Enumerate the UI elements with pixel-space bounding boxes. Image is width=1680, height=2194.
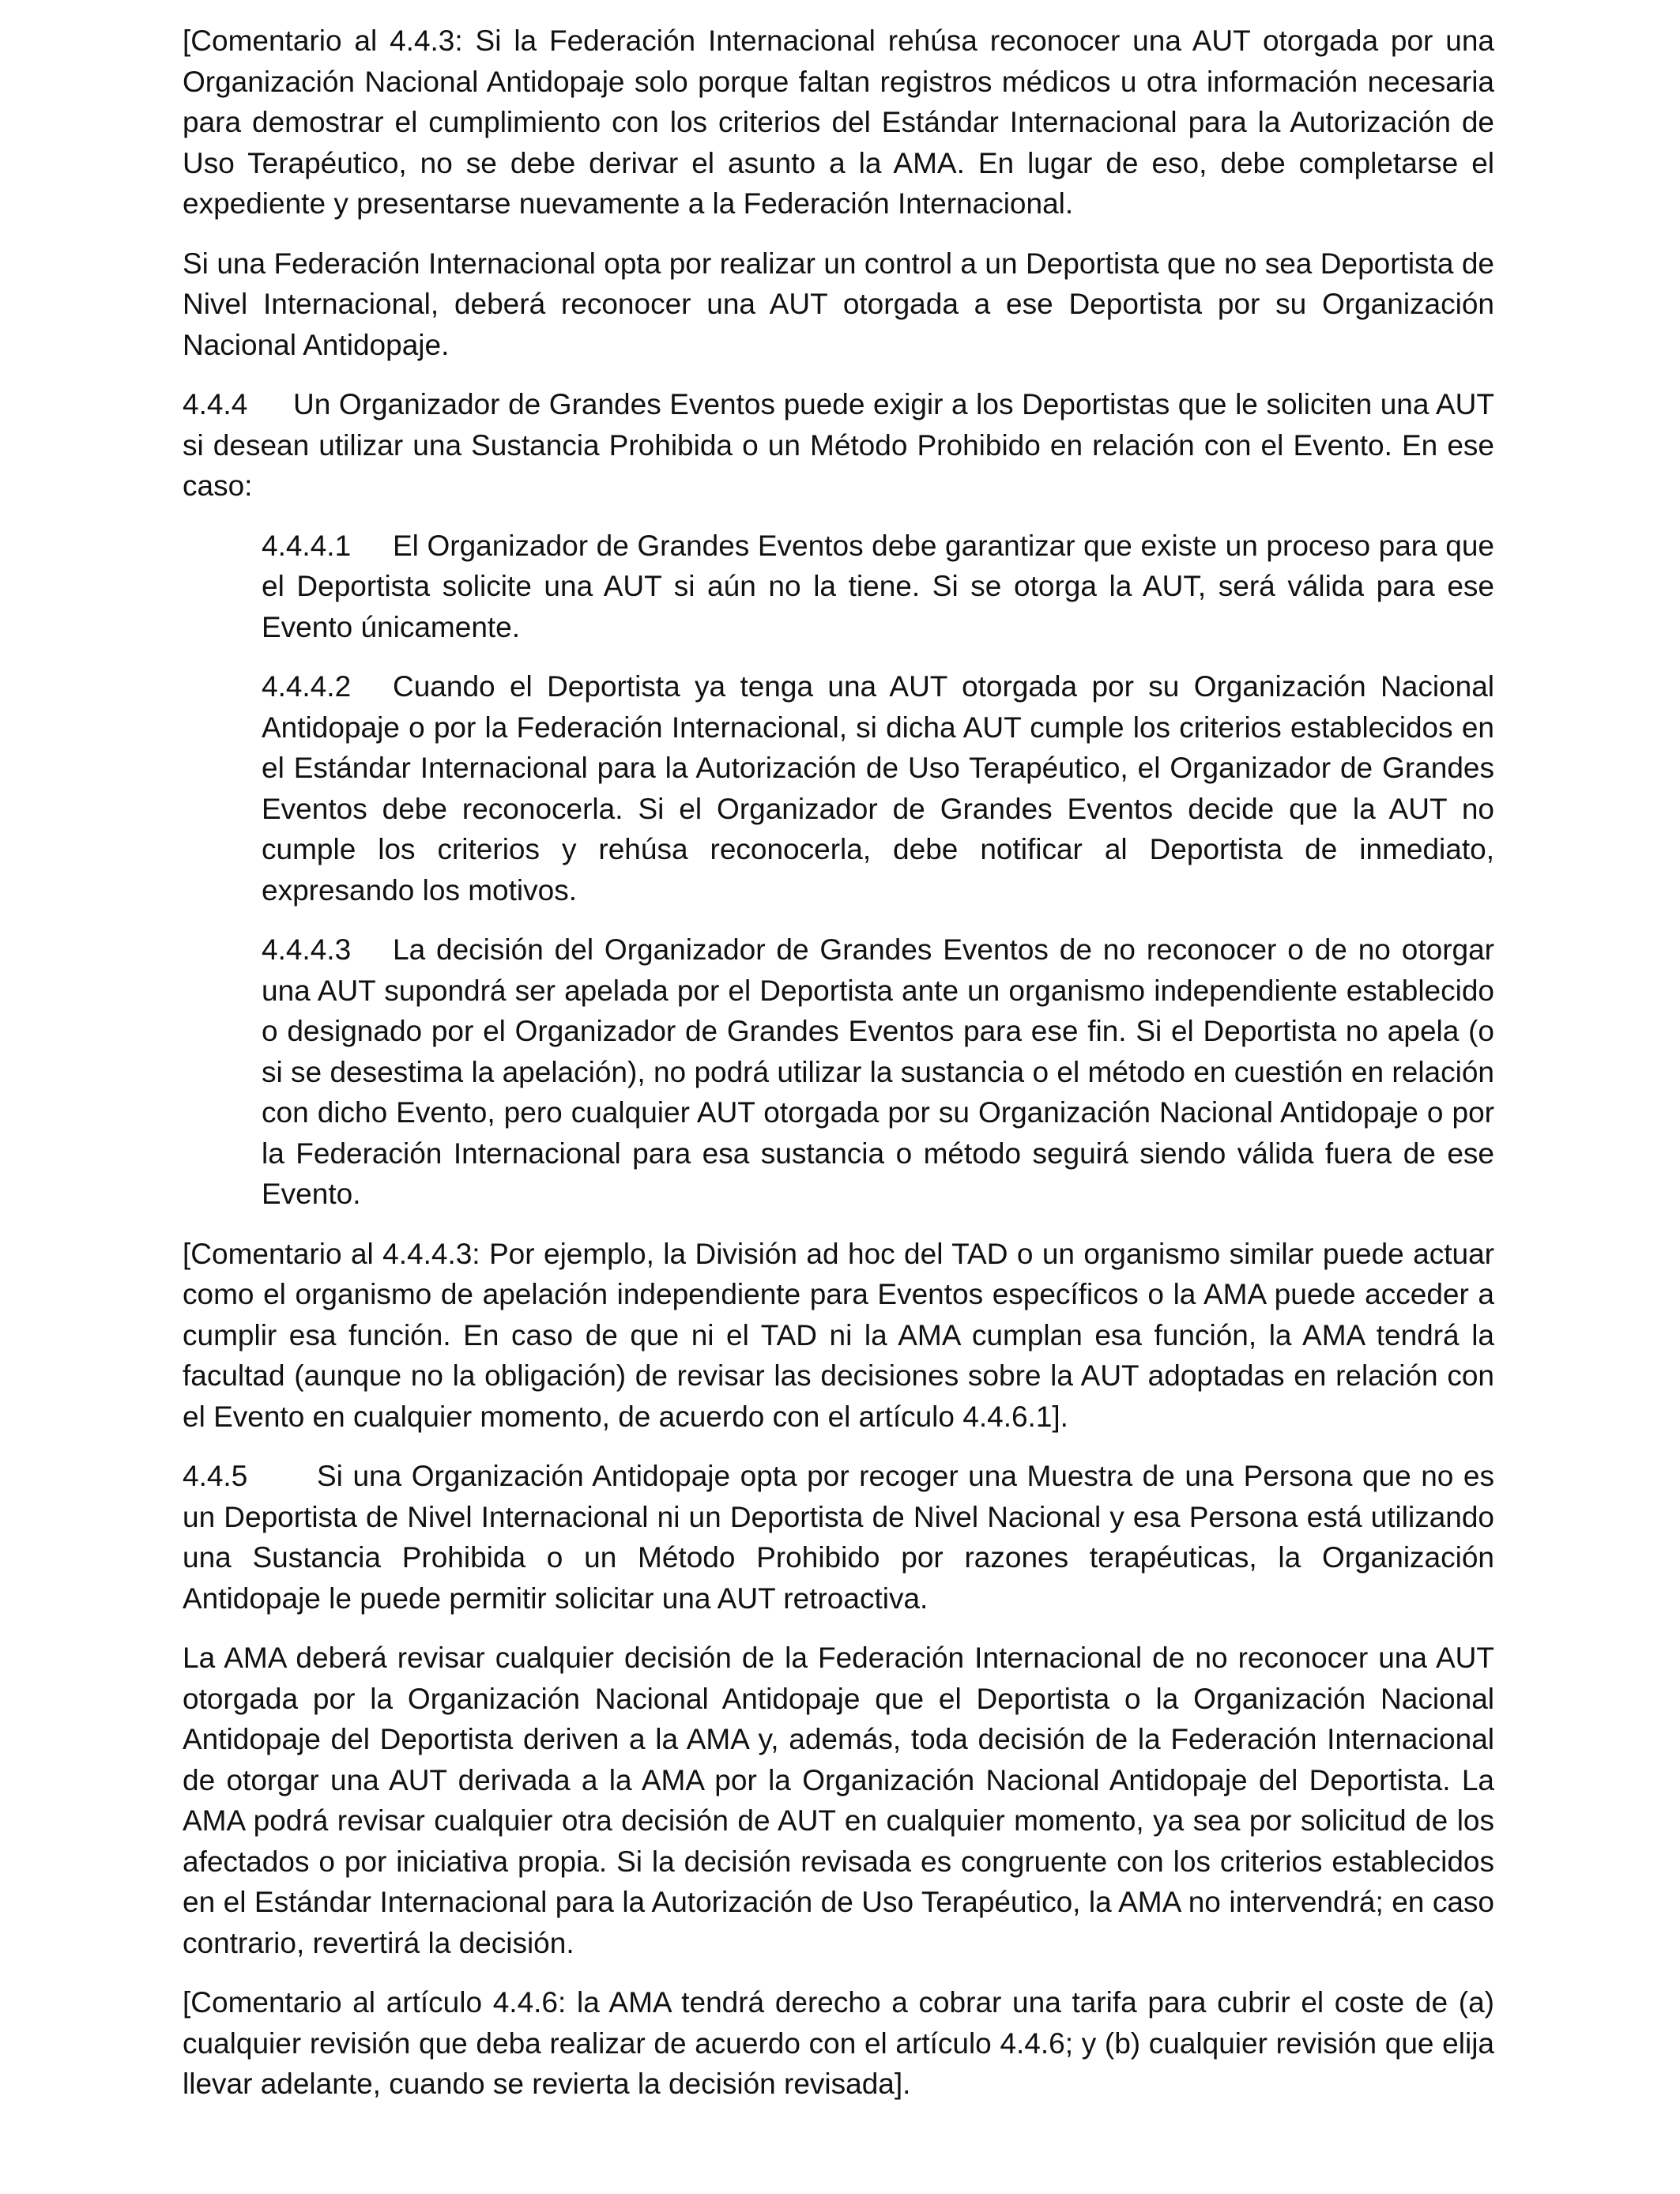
comment-4-4-4-3 bbox=[183, 1234, 1494, 1438]
paragraph-text: El Organizador de Grandes Eventos debe garantizar que existe un proceso para que el Deportista solicite una AUT si aún no la tiene. Si se otorga la AUT, será válida para ese Evento únicamente. bbox=[262, 529, 1494, 643]
paragraph-text: La AMA deberá revisar cualquier decisión de la Federación Internacional de no reconocer una AUT otorgada por la Organización Nacional Antidopaje que el Deportista o la Organización Nacional Antidopaje del Deportista deriven a la AMA y, además, toda decisión de la Federación Internacional de otorgar una AUT derivada a la AMA por la Organización Nacional Antidopaje del Deportista. La AMA podrá revisar cualquier otra decisión de AUT en cualquier momento, ya sea por solicitud de los afectados o por iniciativa propia. Si la decisión revisada es congruente con los criterios establecidos en el Estándar Internacional para la Autorización de Uso Terapéutico, la AMA no intervendrá; en caso contrario, revertirá la decisión. bbox=[183, 1642, 1494, 1959]
paragraph-text: [Comentario al 4.4.3: Si la Federación Internacional rehúsa reconocer una AUT otorgada por una Organización Nacional Antidopaje solo porque faltan registros médicos u otra información necesaria para demostrar el cumplimiento con los criterios del Estándar Internacional para la Autorización de Uso Terapéutico, no se debe derivar el asunto a la AMA. En lugar de eso, debe completarse el expediente y presentarse nuevamente a la Federación Internacional. bbox=[183, 25, 1494, 220]
paragraph-ama-review bbox=[183, 1638, 1494, 1963]
paragraph-text: [Comentario al 4.4.4.3: Por ejemplo, la División ad hoc del TAD o un organismo similar puede actuar como el organismo de apelación independiente para Eventos específicos o la AMA puede acceder a cumplir esa función. En caso de que ni el TAD ni la AMA cumplan esa función, la AMA tendrá la facultad (aunque no la obligación) de revisar las decisiones sobre la AUT adoptadas en relación con el Evento en cualquier momento, de acuerdo con el artículo 4.4.6.1]. bbox=[183, 1237, 1494, 1433]
article-number: 4.4.4.2 bbox=[262, 670, 352, 703]
comment-4-4-6 bbox=[183, 1982, 1494, 2105]
paragraph-text: Si una Federación Internacional opta por realizar un control a un Deportista que no sea Deportista de Nivel Internacional, deberá reconocer una AUT otorgada a ese Deportista por su Organización Nacional Antidopaje. bbox=[183, 247, 1494, 361]
article-4-4-5 bbox=[183, 1456, 1494, 1619]
paragraph-text: Si una Organización Antidopaje opta por recoger una Muestra de una Persona que no es un Deportista de Nivel Internacional ni un Deportista de Nivel Nacional y esa Persona está utilizando una Sustancia Prohibida o un Método Prohibido por razones terapéuticas, la Organización Antidopaje le puede permitir solicitar una AUT retroactiva. bbox=[183, 1460, 1494, 1615]
article-number: 4.4.4.3 bbox=[262, 933, 352, 966]
document-page bbox=[183, 21, 1494, 2124]
paragraph-text: [Comentario al artículo 4.4.6: la AMA tendrá derecho a cobrar una tarifa para cubrir el coste de (a) cualquier revisión que deba realizar de acuerdo con el artículo 4.4.6; y (b) cualquier revisión que elija llevar adelante, cuando se revierta la decisión revisada]. bbox=[183, 1986, 1494, 2100]
article-number: 4.4.5 bbox=[183, 1460, 248, 1492]
article-number: 4.4.4.1 bbox=[262, 529, 352, 562]
paragraph-if-testing bbox=[183, 243, 1494, 366]
comment-4-4-3 bbox=[183, 21, 1494, 224]
article-4-4-4-1 bbox=[262, 526, 1494, 648]
paragraph-text: Un Organizador de Grandes Eventos puede exigir a los Deportistas que le soliciten una AUT si desean utilizar una Sustancia Prohibida o un Método Prohibido en relación con el Evento. En ese caso: bbox=[183, 388, 1494, 502]
paragraph-text: La decisión del Organizador de Grandes Eventos de no reconocer o de no otorgar una AUT supondrá ser apelada por el Deportista ante un organismo independiente establecido o designado por el Organizador de Grandes Eventos para ese fin. Si el Deportista no apela (o si se desestima la apelación), no podrá utilizar la sustancia o el método en cuestión en relación con dicho Evento, pero cualquier AUT otorgada por su Organización Nacional Antidopaje o por la Federación Internacional para esa sustancia o método seguirá siendo válida fuera de ese Evento. bbox=[262, 933, 1494, 1210]
article-number: 4.4.4 bbox=[183, 388, 248, 420]
paragraph-text: Cuando el Deportista ya tenga una AUT otorgada por su Organización Nacional Antidopaje o por la Federación Internacional, si dicha AUT cumple los criterios establecidos en el Estándar Internacional para la Autorización de Uso Terapéutico, el Organizador de Grandes Eventos debe reconocerla. Si el Organizador de Grandes Eventos decide que la AUT no cumple los criterios y rehúsa reconocerla, debe notificar al Deportista de inmediato, expresando los motivos. bbox=[262, 670, 1494, 907]
article-4-4-4-2 bbox=[262, 666, 1494, 910]
article-4-4-4 bbox=[183, 384, 1494, 507]
article-4-4-4-3 bbox=[262, 929, 1494, 1215]
